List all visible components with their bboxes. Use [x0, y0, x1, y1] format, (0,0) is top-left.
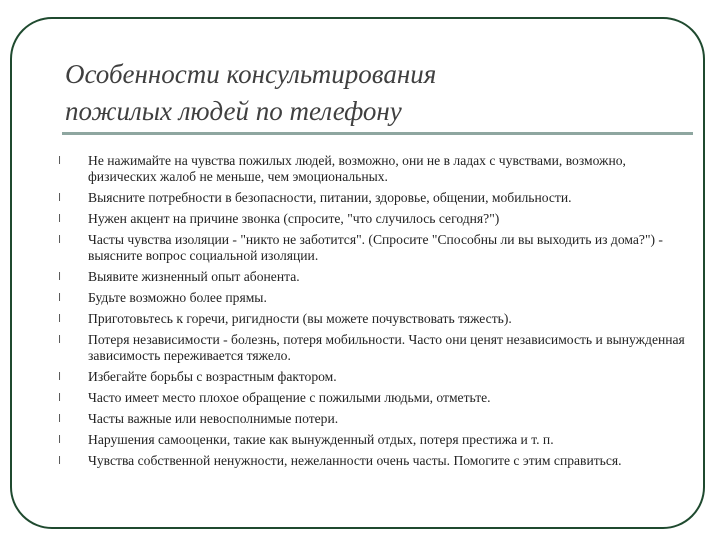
bullet-text: Часты важные или невосполнимые потери.	[88, 411, 339, 426]
list-item	[52, 432, 692, 448]
list-item	[52, 390, 692, 406]
list-item	[52, 232, 692, 264]
bullet-icon: l	[58, 454, 62, 467]
bullet-icon: l	[58, 370, 62, 383]
bullet-text: Часты чувства изоляции - "никто не заботится". (Спросите "Способны ли вы выходить из дома?") - выясните вопрос социальной изоляции.	[88, 232, 663, 263]
bullet-text: Потеря независимости - болезнь, потеря мобильности. Часто они ценят независимость и вынужденная зависимость переживается тяжело.	[88, 332, 685, 363]
list-item	[52, 411, 692, 427]
bullet-text: Часто имеет место плохое обращение с пожилыми людьми, отметьте.	[88, 390, 491, 405]
bullet-text: Нарушения самооценки, такие как вынужденный отдых, потеря престижа и т. п.	[88, 432, 554, 447]
bullet-icon: l	[58, 270, 62, 283]
list-item	[52, 269, 692, 285]
bullet-icon: l	[58, 312, 62, 325]
bullet-text: Нужен акцент на причине звонка (спросите, "что случилось сегодня?")	[88, 211, 500, 226]
title-line-1: Особенности консультирования	[65, 59, 437, 89]
bullet-icon: l	[58, 212, 62, 225]
title-line-2: пожилых людей по телефону	[65, 96, 402, 126]
bullet-list	[52, 153, 692, 474]
bullet-text: Не нажимайте на чувства пожилых людей, возможно, они не в ладах с чувствами, возможно, физических жалоб не меньше, чем эмоциональных.	[88, 153, 626, 184]
bullet-text: Избегайте борьбы с возрастным фактором.	[88, 369, 337, 384]
bullet-icon: l	[58, 412, 62, 425]
bullet-text: Выявите жизненный опыт абонента.	[88, 269, 300, 284]
bullet-icon: l	[58, 154, 62, 167]
list-item	[52, 453, 692, 469]
bullet-text: Приготовьтесь к горечи, ригидности (вы можете почувствовать тяжесть).	[88, 311, 512, 326]
title-underline	[62, 132, 693, 135]
bullet-icon: l	[58, 433, 62, 446]
bullet-icon: l	[58, 191, 62, 204]
bullet-text: Будьте возможно более прямы.	[88, 290, 267, 305]
list-item	[52, 290, 692, 306]
bullet-text: Чувства собственной ненужности, нежеланности очень часты. Помогите с этим справиться.	[88, 453, 622, 468]
list-item	[52, 369, 692, 385]
bullet-text: Выясните потребности в безопасности, питании, здоровье, общении, мобильности.	[88, 190, 572, 205]
slide-title	[65, 56, 436, 130]
list-item	[52, 332, 692, 364]
list-item	[52, 153, 692, 185]
bullet-icon: l	[58, 391, 62, 404]
list-item	[52, 211, 692, 227]
bullet-icon: l	[58, 233, 62, 246]
list-item	[52, 190, 692, 206]
list-item	[52, 311, 692, 327]
bullet-icon: l	[58, 291, 62, 304]
bullet-icon: l	[58, 333, 62, 346]
